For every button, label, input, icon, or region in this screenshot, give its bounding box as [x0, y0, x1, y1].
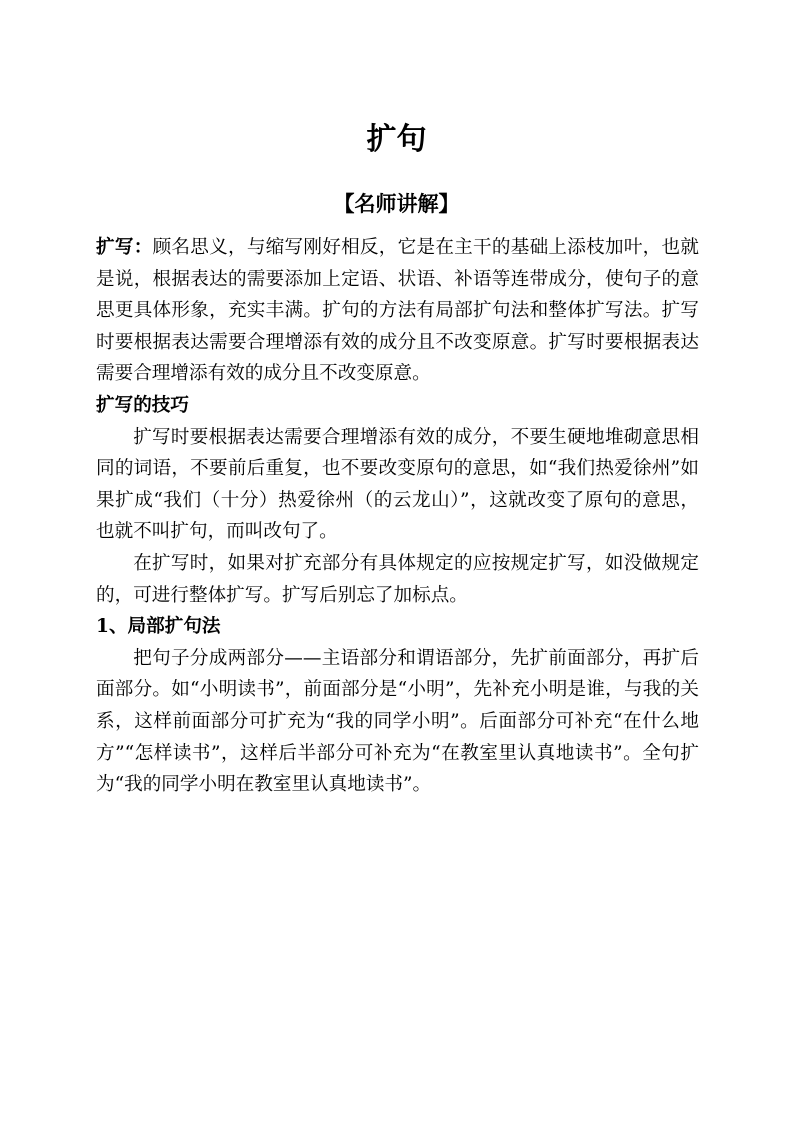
method1-heading: 1、局部扩句法: [96, 616, 221, 638]
method1-paragraph-1: 把句子分成两部分——主语部分和谓语部分，先扩前面部分，再扩后面部分。如“小明读书”，前面部分是“小明”，先补充小明是谁，与我的关系，这样前面部分可扩充为“我的同学小明”。后面部分可补充“在什么地方”“怎样读书”，这样后半部分可补充为“在教室里认真地读书”。全句扩为“我的同学小明在教室里认真地读书”。: [96, 647, 699, 796]
techniques-paragraph-1: 扩写时要根据表达需要合理增添有效的成分，不要生硬地堆砌意思相同的词语，不要前后重复，也不要改变原句的意思，如“我们热爱徐州”如果扩成“我们（十分）热爱徐州（的云龙山）”，这就改变了原句的意思，也就不叫扩句，而叫改句了。: [96, 426, 699, 543]
intro-text: 顾名思义，与缩写刚好相反，它是在主干的基础上添枝加叶，也就是说，根据表达的需要添加上定语、状语、补语等连带成分，使句子的意思更具体形象，充实丰满。扩句的方法有局部扩句法和整体扩写法。扩写时要根据表达需要合理增添有效的成分且不改变原意。扩写时要根据表达需要合理增添有效的成分且不改变原意。: [96, 237, 699, 385]
techniques-heading: 扩写的技巧: [96, 394, 189, 416]
intro-lead: 扩写：: [96, 237, 153, 258]
intro-paragraph: [96, 232, 699, 390]
document-title: 扩句: [366, 122, 427, 157]
section-header: 【名师讲解】: [333, 191, 460, 216]
document-body: [96, 232, 699, 801]
techniques-paragraph-2: 在扩写时，如果对扩充部分有具体规定的应按规定扩写，如没做规定的，可进行整体扩写。扩写后别忘了加标点。: [96, 552, 699, 606]
